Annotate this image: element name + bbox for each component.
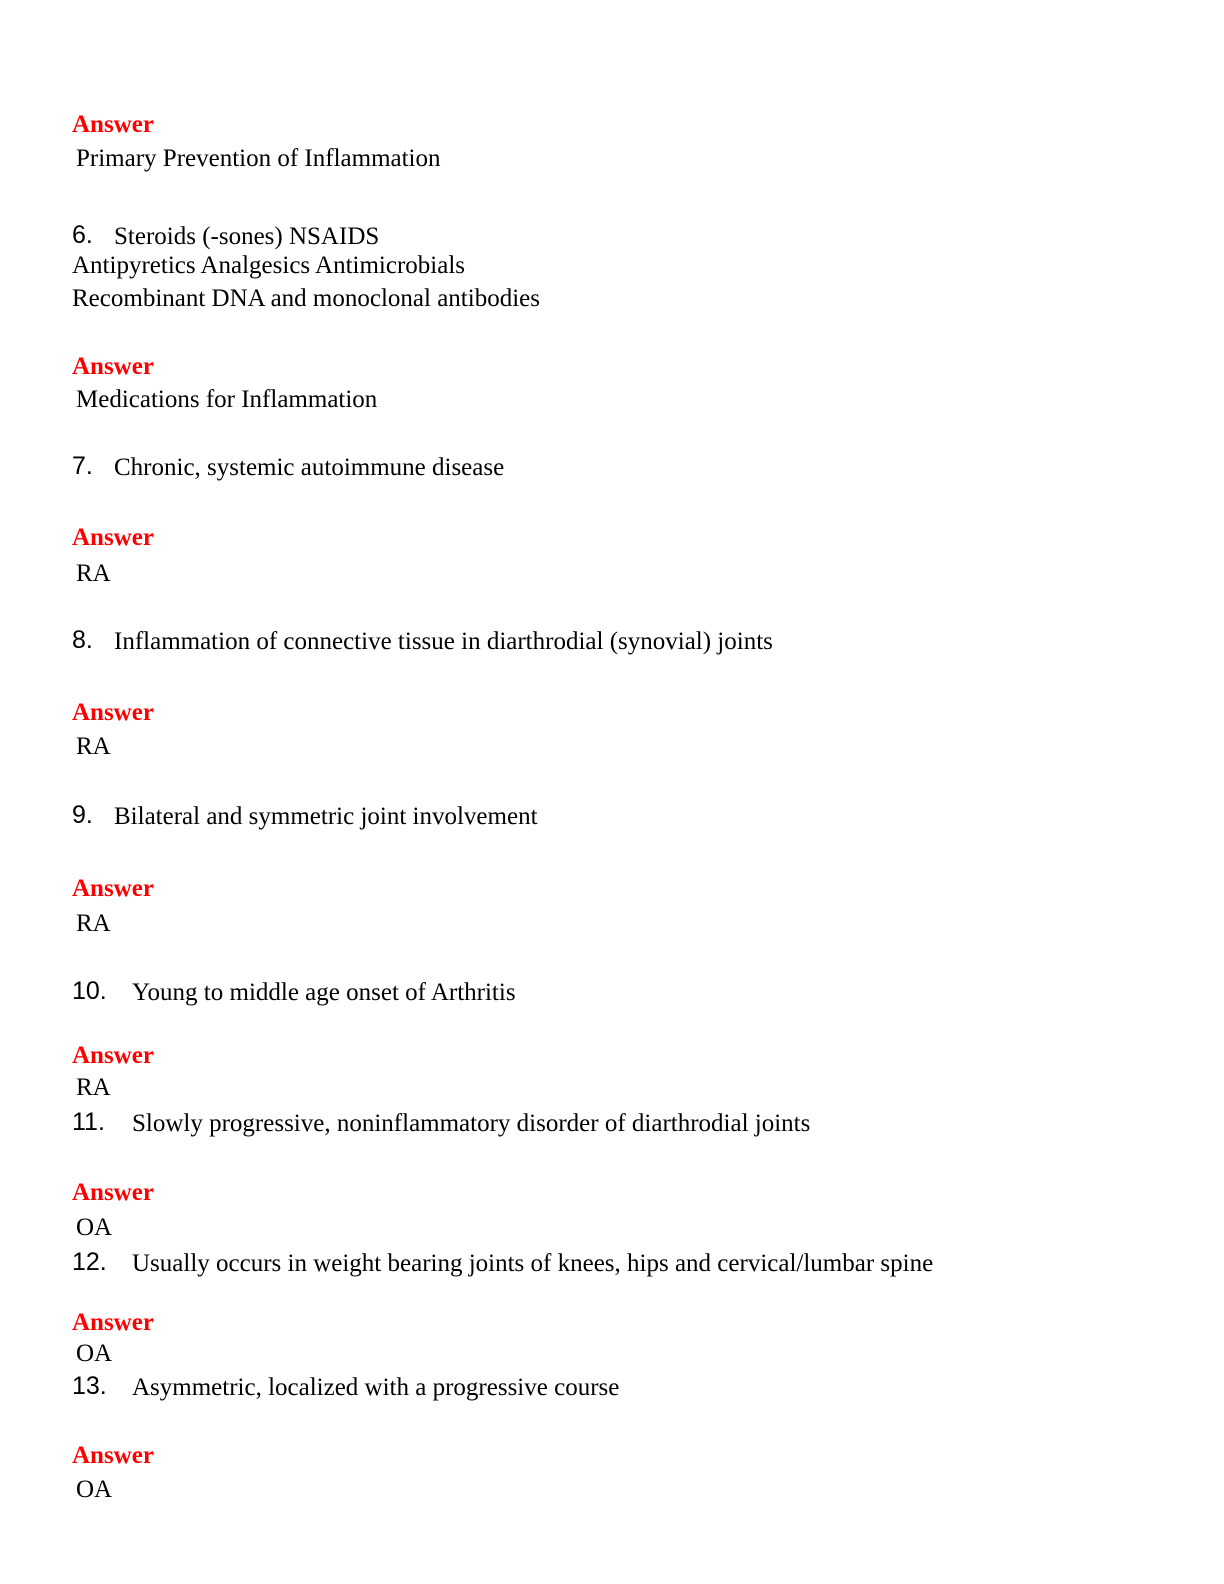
question-number: 7. [72, 452, 93, 480]
question-text: Young to middle age onset of Arthritis [132, 979, 516, 1006]
answer-text: RA [76, 1074, 111, 1101]
question-number: 10. [72, 977, 107, 1005]
question-number: 9. [72, 801, 93, 829]
question-number: 13. [72, 1372, 107, 1400]
answer-text: Primary Prevention of Inflammation [76, 145, 441, 172]
question-text-line: Recombinant DNA and monoclonal antibodies [72, 285, 540, 312]
question-text: Bilateral and symmetric joint involvement [114, 803, 538, 830]
answer-text: OA [76, 1340, 113, 1367]
answer-label: Answer [72, 1179, 154, 1206]
question-text: Asymmetric, localized with a progressive course [132, 1374, 620, 1401]
answer-text: Medications for Inflammation [76, 386, 378, 413]
question-text: Inflammation of connective tissue in diarthrodial (synovial) joints [114, 628, 773, 655]
answer-text: OA [76, 1476, 113, 1503]
answer-label: Answer [72, 353, 154, 380]
answer-label: Answer [72, 1309, 154, 1336]
question-text: Chronic, systemic autoimmune disease [114, 454, 505, 481]
answer-label: Answer [72, 875, 154, 902]
question-text: Slowly progressive, noninflammatory disorder of diarthrodial joints [132, 1110, 811, 1137]
question-number: 11. [72, 1108, 105, 1136]
answer-label: Answer [72, 1442, 154, 1469]
question-text: Steroids (-sones) NSAIDS [114, 223, 380, 250]
question-number: 12. [72, 1248, 107, 1276]
question-text-line: Antipyretics Analgesics Antimicrobials [72, 252, 465, 279]
answer-label: Answer [72, 699, 154, 726]
answer-text: RA [76, 560, 111, 587]
answer-label: Answer [72, 524, 154, 551]
answer-label: Answer [72, 1042, 154, 1069]
question-text: Usually occurs in weight bearing joints of knees, hips and cervical/lumbar spine [132, 1250, 934, 1277]
answer-label: Answer [72, 111, 154, 138]
answer-text: RA [76, 733, 111, 760]
answer-text: RA [76, 910, 111, 937]
question-number: 6. [72, 221, 93, 249]
answer-text: OA [76, 1214, 113, 1241]
question-number: 8. [72, 626, 93, 654]
